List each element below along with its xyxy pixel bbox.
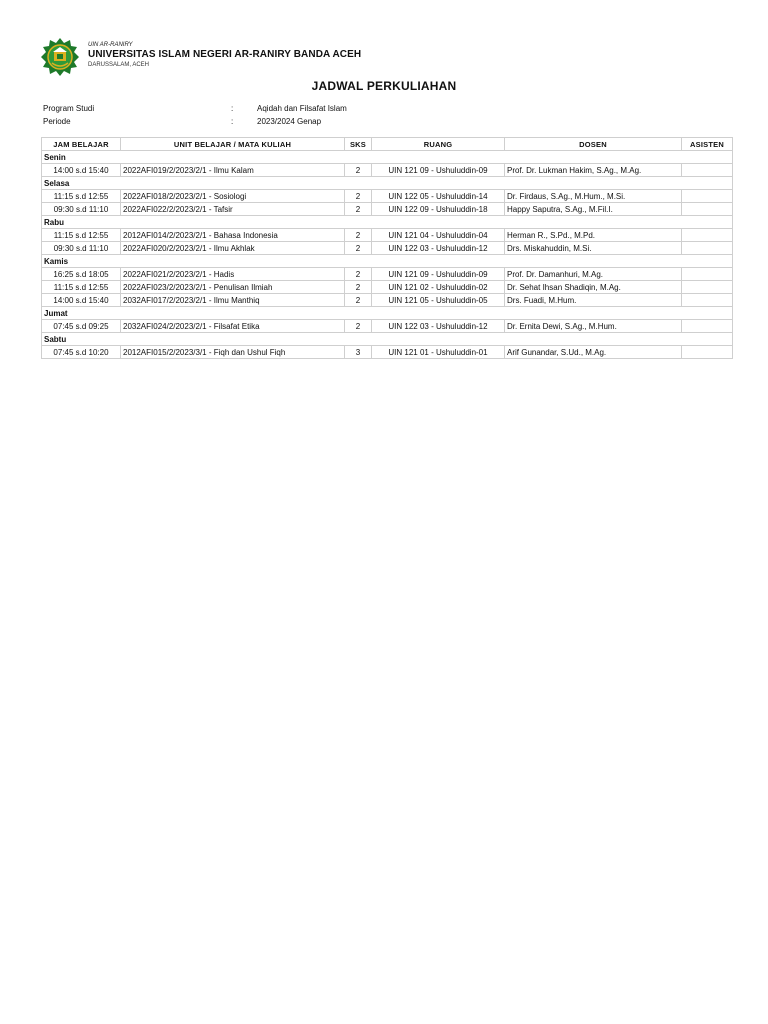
cell-credits: 3 bbox=[345, 346, 372, 359]
day-row bbox=[42, 333, 733, 346]
cell-credits: 2 bbox=[345, 268, 372, 281]
program-separator: : bbox=[231, 104, 234, 113]
cell-course: 2012AFI014/2/2023/2/1 - Bahasa Indonesia bbox=[121, 229, 345, 242]
cell-credits: 2 bbox=[345, 203, 372, 216]
cell-room: UIN 121 05 - Ushuluddin-05 bbox=[372, 294, 505, 307]
cell-course: 2022AFI021/2/2023/2/1 - Hadis bbox=[121, 268, 345, 281]
table-row bbox=[42, 203, 733, 216]
program-label: Program Studi bbox=[43, 104, 95, 113]
cell-lecturer: Prof. Dr. Lukman Hakim, S.Ag., M.Ag. bbox=[505, 164, 682, 177]
cell-room: UIN 122 03 - Ushuluddin-12 bbox=[372, 242, 505, 255]
table-row bbox=[42, 229, 733, 242]
program-value: Aqidah dan Filsafat Islam bbox=[257, 104, 347, 113]
table-row bbox=[42, 320, 733, 333]
period-value: 2023/2024 Genap bbox=[257, 116, 322, 126]
cell-course: 2022AFI019/2/2023/2/1 - Ilmu Kalam bbox=[121, 164, 345, 177]
cell-room: UIN 121 01 - Ushuluddin-01 bbox=[372, 346, 505, 359]
cell-assistant bbox=[682, 320, 733, 333]
cell-room: UIN 122 05 - Ushuluddin-14 bbox=[372, 190, 505, 203]
schedule-table bbox=[41, 137, 733, 359]
cell-lecturer: Happy Saputra, S.Ag., M.Fil.I. bbox=[505, 203, 682, 216]
cell-time: 11:15 s.d 12:55 bbox=[42, 229, 121, 242]
table-row bbox=[42, 346, 733, 359]
col-header-course: UNIT BELAJAR / MATA KULIAH bbox=[121, 138, 345, 151]
cell-credits: 2 bbox=[345, 229, 372, 242]
cell-time: 16:25 s.d 18:05 bbox=[42, 268, 121, 281]
cell-assistant bbox=[682, 346, 733, 359]
cell-lecturer: Dr. Sehat Ihsan Shadiqin, M.Ag. bbox=[505, 281, 682, 294]
cell-lecturer: Herman R., S.Pd., M.Pd. bbox=[505, 229, 682, 242]
institution-block bbox=[88, 42, 361, 69]
cell-assistant bbox=[682, 281, 733, 294]
day-row bbox=[42, 255, 733, 268]
cell-lecturer: Arif Gunandar, S.Ud., M.Ag. bbox=[505, 346, 682, 359]
cell-lecturer: Drs. Fuadi, M.Hum. bbox=[505, 294, 682, 307]
university-crest-icon bbox=[40, 37, 80, 77]
day-label: Jumat bbox=[42, 307, 733, 320]
cell-room: UIN 121 09 - Ushuluddin-09 bbox=[372, 164, 505, 177]
cell-course: 2022AFI023/2/2023/2/1 - Penulisan Ilmiah bbox=[121, 281, 345, 294]
col-header-time: JAM BELAJAR bbox=[42, 138, 121, 151]
table-row bbox=[42, 242, 733, 255]
day-row bbox=[42, 216, 733, 229]
cell-credits: 2 bbox=[345, 190, 372, 203]
cell-lecturer: Dr. Ernita Dewi, S.Ag., M.Hum. bbox=[505, 320, 682, 333]
cell-assistant bbox=[682, 242, 733, 255]
cell-time: 14:00 s.d 15:40 bbox=[42, 294, 121, 307]
cell-assistant bbox=[682, 294, 733, 307]
cell-time: 14:00 s.d 15:40 bbox=[42, 164, 121, 177]
cell-room: UIN 121 02 - Ushuluddin-02 bbox=[372, 281, 505, 294]
table-row bbox=[42, 164, 733, 177]
cell-lecturer: Drs. Miskahuddin, M.Si. bbox=[505, 242, 682, 255]
cell-time: 09:30 s.d 11:10 bbox=[42, 203, 121, 216]
cell-course: 2022AFI020/2/2023/2/1 - Ilmu Akhlak bbox=[121, 242, 345, 255]
table-row bbox=[42, 281, 733, 294]
col-header-assistant: ASISTEN bbox=[682, 138, 733, 151]
col-header-lecturer: DOSEN bbox=[505, 138, 682, 151]
cell-credits: 2 bbox=[345, 281, 372, 294]
cell-time: 07:45 s.d 09:25 bbox=[42, 320, 121, 333]
cell-assistant bbox=[682, 268, 733, 281]
day-label: Selasa bbox=[42, 177, 733, 190]
cell-course: 2012AFI015/2/2023/3/1 - Fiqh dan Ushul Fiqh bbox=[121, 346, 345, 359]
cell-room: UIN 122 03 - Ushuluddin-12 bbox=[372, 320, 505, 333]
cell-assistant bbox=[682, 164, 733, 177]
cell-time: 09:30 s.d 11:10 bbox=[42, 242, 121, 255]
cell-course: 2032AFI024/2/2023/2/1 - Filsafat Etika bbox=[121, 320, 345, 333]
cell-lecturer: Prof. Dr. Damanhuri, M.Ag. bbox=[505, 268, 682, 281]
cell-room: UIN 122 09 - Ushuluddin-18 bbox=[372, 203, 505, 216]
institution-name: UNIVERSITAS ISLAM NEGERI AR-RANIRY BANDA ACEH bbox=[88, 49, 362, 60]
period-label: Periode bbox=[43, 116, 71, 126]
cell-course: 2022AFI018/2/2023/2/1 - Sosiologi bbox=[121, 190, 345, 203]
cell-credits: 2 bbox=[345, 242, 372, 255]
cell-course: 2022AFI022/2/2023/2/1 - Tafsir bbox=[121, 203, 345, 216]
day-label: Senin bbox=[42, 151, 733, 164]
day-label: Rabu bbox=[42, 216, 733, 229]
day-row bbox=[42, 307, 733, 320]
day-label: Sabtu bbox=[42, 333, 733, 346]
period-separator: : bbox=[231, 116, 234, 126]
cell-time: 07:45 s.d 10:20 bbox=[42, 346, 121, 359]
day-label: Kamis bbox=[42, 255, 733, 268]
day-row bbox=[42, 177, 733, 190]
cell-lecturer: Dr. Firdaus, S.Ag., M.Hum., M.Si. bbox=[505, 190, 682, 203]
cell-room: UIN 121 09 - Ushuluddin-09 bbox=[372, 268, 505, 281]
table-row bbox=[42, 190, 733, 203]
cell-time: 11:15 s.d 12:55 bbox=[42, 190, 121, 203]
cell-credits: 2 bbox=[345, 294, 372, 307]
institution-address: DARUSSALAM, ACEH bbox=[88, 62, 150, 68]
page-title: JADWAL PERKULIAHAN bbox=[311, 79, 457, 93]
table-row bbox=[42, 268, 733, 281]
table-header-row bbox=[42, 138, 733, 151]
col-header-credits: SKS bbox=[345, 138, 372, 151]
cell-time: 11:15 s.d 12:55 bbox=[42, 281, 121, 294]
cell-room: UIN 121 04 - Ushuluddin-04 bbox=[372, 229, 505, 242]
cell-credits: 2 bbox=[345, 164, 372, 177]
day-row bbox=[42, 151, 733, 164]
cell-assistant bbox=[682, 203, 733, 216]
col-header-room: RUANG bbox=[372, 138, 505, 151]
table-row bbox=[42, 294, 733, 307]
cell-assistant bbox=[682, 229, 733, 242]
institution-short-name: UIN AR-RANIRY bbox=[88, 42, 133, 48]
cell-course: 2032AFI017/2/2023/2/1 - Ilmu Manthiq bbox=[121, 294, 345, 307]
cell-credits: 2 bbox=[345, 320, 372, 333]
cell-assistant bbox=[682, 190, 733, 203]
